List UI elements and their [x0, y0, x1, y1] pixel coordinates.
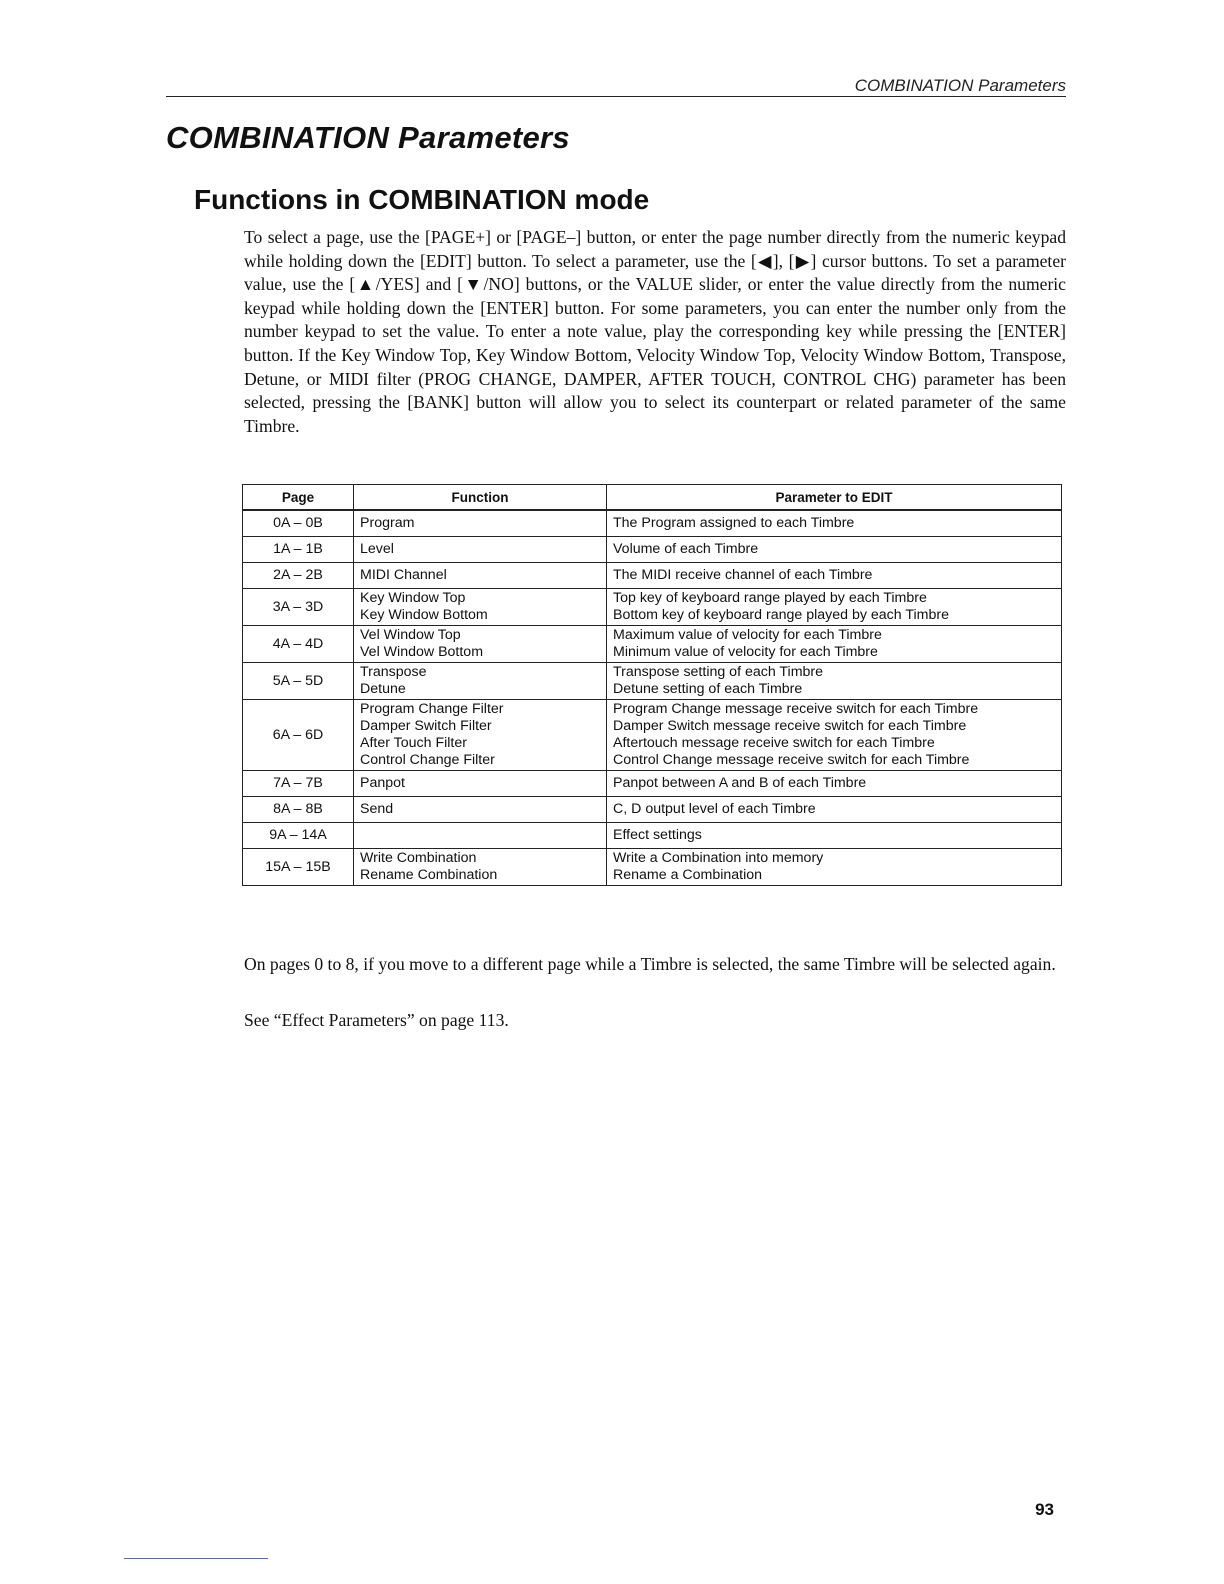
function-line: After Touch Filter: [360, 734, 467, 751]
header-parameter: Parameter to EDIT: [607, 485, 1062, 511]
parameter-line: Top key of keyboard range played by each Timbre: [613, 589, 927, 606]
parameter-line: C, D output level of each Timbre: [613, 800, 816, 817]
function-line: MIDI Channel: [360, 566, 447, 583]
table-row: [243, 796, 1062, 822]
table-row: [243, 770, 1062, 796]
cell-page: 8A – 8B: [243, 796, 354, 822]
table-header: [243, 485, 1062, 511]
cell-page: 15A – 15B: [243, 848, 354, 885]
cell-page: 7A – 7B: [243, 770, 354, 796]
function-line: Write Combination: [360, 849, 477, 866]
intro-paragraph: To select a page, use the [PAGE+] or [PAGE–] button, or enter the page number directly from the numeric keypad while holding down the [EDIT] button. To select a parameter, use the [◀], [▶] cursor buttons. To set a parameter value, use the [▲/YES] and [▼/NO] buttons, or the VALUE slider, or enter the value directly from the numeric keypad while holding down the [ENTER] button. For some parameters, you can enter the number only from the number keypad to set the value. To enter a note value, play the corresponding key while pressing the [ENTER] button. If the Key Window Top, Key Window Bottom, Velocity Window Top, Velocity Window Bottom, Transpose, Detune, or MIDI filter (PROG CHANGE, DAMPER, AFTER TOUCH, CONTROL CHG) parameter has been selected, pressing the [BANK] button will allow you to select its counterpart or related parameter of the same Timbre.: [244, 227, 1066, 436]
cell-parameter: [607, 662, 1062, 699]
function-line: Transpose: [360, 663, 427, 680]
note-effect-reference: See “Effect Parameters” on page 113.: [244, 1010, 509, 1030]
cell-function: [354, 770, 607, 796]
function-line: Damper Switch Filter: [360, 717, 492, 734]
parameter-line: Minimum value of velocity for each Timbre: [613, 643, 878, 660]
parameter-line: The Program assigned to each Timbre: [613, 514, 855, 531]
cell-parameter: [607, 699, 1062, 770]
cell-page: 3A – 3D: [243, 588, 354, 625]
cell-function: [354, 625, 607, 662]
cell-parameter: [607, 588, 1062, 625]
function-line: Vel Window Bottom: [360, 643, 484, 660]
cell-page: 5A – 5D: [243, 662, 354, 699]
table-row: [243, 510, 1062, 536]
table-row: [243, 662, 1062, 699]
function-line: Vel Window Top: [360, 626, 461, 643]
cell-function: [354, 699, 607, 770]
cell-page: 9A – 14A: [243, 822, 354, 848]
cell-function: [354, 588, 607, 625]
function-line: Detune: [360, 680, 406, 697]
table-row: [243, 848, 1062, 885]
cell-parameter: [607, 625, 1062, 662]
header-page: Page: [243, 485, 354, 511]
function-line: Program: [360, 514, 415, 531]
table-row: [243, 588, 1062, 625]
parameter-line: Rename a Combination: [613, 866, 763, 883]
page-title: COMBINATION Parameters: [166, 120, 570, 155]
parameter-line: Write a Combination into memory: [613, 849, 824, 866]
function-line: Control Change Filter: [360, 751, 495, 768]
parameter-line: Panpot between A and B of each Timbre: [613, 774, 867, 791]
cell-function: [354, 562, 607, 588]
cell-page: 6A – 6D: [243, 699, 354, 770]
parameter-line: Program Change message receive switch for each Timbre: [613, 700, 979, 717]
header-rule: [166, 96, 1066, 97]
section-title: Functions in COMBINATION mode: [194, 184, 650, 215]
parameter-line: Bottom key of keyboard range played by each Timbre: [613, 606, 949, 623]
parameter-line: Effect settings: [613, 826, 702, 843]
cell-page: 2A – 2B: [243, 562, 354, 588]
function-line: Program Change Filter: [360, 700, 504, 717]
cell-page: 4A – 4D: [243, 625, 354, 662]
parameter-line: The MIDI receive channel of each Timbre: [613, 566, 873, 583]
table-row: [243, 625, 1062, 662]
parameter-line: Damper Switch message receive switch for each Timbre: [613, 717, 967, 734]
cell-parameter: [607, 536, 1062, 562]
parameter-line: Transpose setting of each Timbre: [613, 663, 824, 680]
function-line: Rename Combination: [360, 866, 498, 883]
cell-parameter: [607, 822, 1062, 848]
function-line: Panpot: [360, 774, 405, 791]
table-body: [243, 510, 1062, 885]
cell-parameter: [607, 510, 1062, 536]
cell-function: [354, 796, 607, 822]
note-timbre-selection: On pages 0 to 8, if you move to a different page while a Timbre is selected, the same Timbre will be selected again.: [244, 954, 1056, 974]
cell-function: [354, 822, 607, 848]
function-line: Level: [360, 540, 394, 557]
cell-parameter: [607, 796, 1062, 822]
cell-function: [354, 662, 607, 699]
footer-rule: [124, 1558, 268, 1559]
parameter-line: Control Change message receive switch for each Timbre: [613, 751, 970, 768]
parameter-line: Maximum value of velocity for each Timbre: [613, 626, 882, 643]
function-line: Send: [360, 800, 394, 817]
function-line: Key Window Top: [360, 589, 466, 606]
table-row: [243, 822, 1062, 848]
header-function: Function: [354, 485, 607, 511]
cell-parameter: [607, 562, 1062, 588]
parameter-table: [242, 484, 1062, 886]
table-header-row: [243, 485, 1062, 511]
table-row: [243, 699, 1062, 770]
cell-page: 0A – 0B: [243, 510, 354, 536]
cell-function: [354, 536, 607, 562]
parameter-line: Detune setting of each Timbre: [613, 680, 803, 697]
parameter-line: Volume of each Timbre: [613, 540, 759, 557]
cell-parameter: [607, 848, 1062, 885]
table-row: [243, 536, 1062, 562]
cell-parameter: [607, 770, 1062, 796]
running-header: COMBINATION Parameters: [854, 76, 1066, 95]
page-number: 93: [1035, 1500, 1054, 1519]
parameter-line: Aftertouch message receive switch for each Timbre: [613, 734, 935, 751]
cell-function: [354, 510, 607, 536]
cell-function: [354, 848, 607, 885]
cell-page: 1A – 1B: [243, 536, 354, 562]
table-row: [243, 562, 1062, 588]
function-line: Key Window Bottom: [360, 606, 488, 623]
